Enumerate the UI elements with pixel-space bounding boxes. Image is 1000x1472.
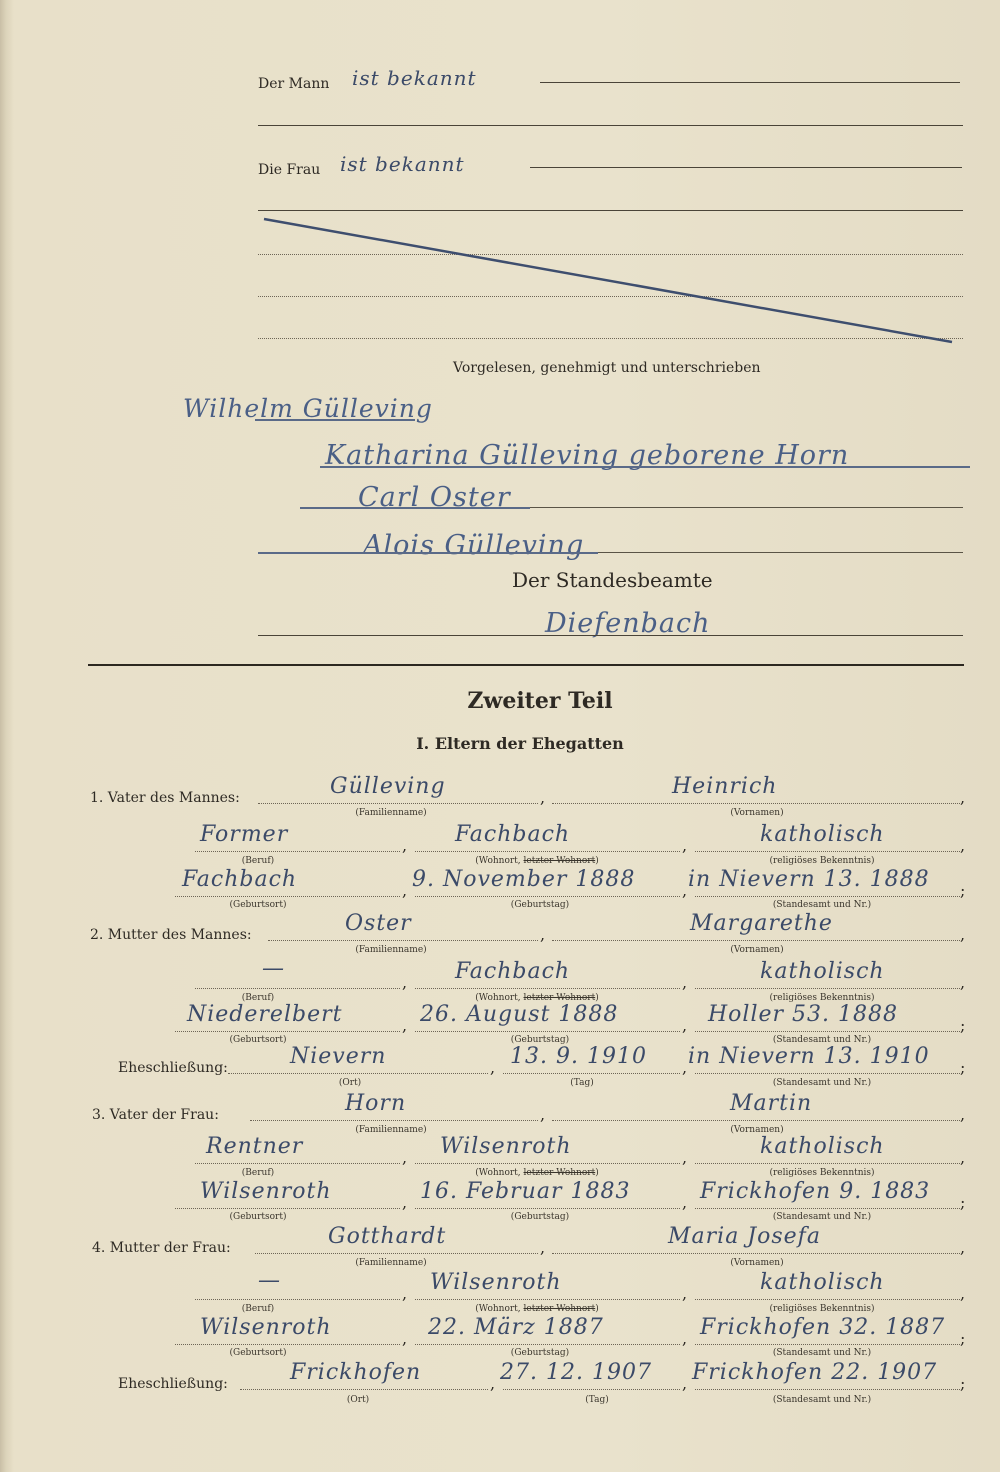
p2-geburtstag: 26. August 1888 (420, 1002, 619, 1027)
dotted-line (695, 1208, 960, 1209)
comma: , (682, 1148, 688, 1167)
dotted-line (175, 1344, 400, 1345)
caption-geburtstag: (Geburtstag) (510, 1212, 570, 1222)
dotted-line (250, 1120, 538, 1121)
comma: , (960, 836, 966, 855)
standesbeamte-label: Der Standesbeamte (512, 568, 713, 592)
comma: , (402, 881, 408, 900)
frau-value: ist bekannt (340, 152, 465, 176)
comma: , (490, 1374, 496, 1393)
comma: , (960, 925, 966, 944)
m2-standesamt: Frickhofen 22. 1907 (692, 1360, 938, 1385)
p4-religion: katholisch (760, 1270, 885, 1295)
comma: , (402, 973, 408, 992)
semicolon: ; (960, 1193, 966, 1212)
dotted-line (255, 1253, 538, 1254)
comma: , (682, 973, 688, 992)
dotted-line (415, 1344, 680, 1345)
frau-label: Die Frau (258, 162, 321, 178)
semicolon: ; (960, 881, 966, 900)
dotted-line (552, 940, 960, 941)
comma: , (402, 1193, 408, 1212)
comma: , (402, 1148, 408, 1167)
p1-vornamen: Heinrich (672, 774, 778, 799)
caption-wohnort: (Wohnort, letzter Wohnort) (475, 993, 599, 1003)
signature-2: Katharina Gülleving geborene Horn (325, 440, 850, 471)
caption-geburtstag: (Geburtstag) (510, 900, 570, 910)
caption-beruf: (Beruf) (241, 993, 275, 1003)
m2-ort: Frickhofen (290, 1360, 422, 1385)
caption-familienname: (Familienname) (355, 945, 427, 955)
dotted-line (415, 851, 680, 852)
m1-ort: Nievern (290, 1044, 387, 1069)
p3-wohnort: Wilsenroth (440, 1134, 572, 1159)
comma: , (402, 836, 408, 855)
dotted-line (552, 1120, 960, 1121)
p4-wohnort: Wilsenroth (430, 1270, 562, 1295)
signature-line (258, 552, 598, 554)
comma: , (960, 1284, 966, 1303)
caption-familienname: (Familienname) (355, 1125, 427, 1135)
standesbeamte-signature: Diefenbach (545, 608, 711, 639)
signature-3: Carl Oster (358, 482, 511, 513)
dotted-line (695, 1299, 960, 1300)
m1-tag: 13. 9. 1910 (510, 1044, 647, 1069)
dotted-line (195, 988, 400, 989)
dotted-line (695, 896, 960, 897)
signature-1: Wilhelm Gülleving (183, 394, 433, 423)
p2-familienname: Oster (345, 911, 412, 936)
caption-standesamt: (Standesamt und Nr.) (772, 1212, 872, 1222)
dotted-line (195, 851, 400, 852)
comma: , (960, 788, 966, 807)
caption-ort: (Ort) (338, 1078, 362, 1088)
mann-value: ist bekannt (352, 66, 477, 90)
p4-familienname: Gotthardt (328, 1224, 447, 1249)
comma: , (682, 881, 688, 900)
rule (530, 167, 962, 168)
comma: , (402, 1016, 408, 1035)
dotted-line (552, 803, 960, 804)
caption-religion: (religiöses Bekenntnis) (769, 1304, 875, 1314)
caption-religion: (religiöses Bekenntnis) (769, 993, 875, 1003)
dotted-line (228, 1073, 488, 1074)
comma: , (540, 1238, 546, 1257)
entry-label-2: 2. Mutter des Mannes: (90, 927, 252, 943)
dotted-line (695, 1389, 960, 1390)
p4-beruf: — (258, 1268, 281, 1293)
dotted-line (695, 1031, 960, 1032)
caption-familienname: (Familienname) (355, 808, 427, 818)
caption-beruf: (Beruf) (241, 856, 275, 866)
p3-geburtsort: Wilsenroth (200, 1179, 332, 1204)
p1-wohnort: Fachbach (455, 822, 571, 847)
caption-geburtstag: (Geburtstag) (510, 1035, 570, 1045)
p4-standesamt: Frickhofen 32. 1887 (700, 1315, 946, 1340)
dotted-line (503, 1389, 680, 1390)
semicolon: ; (960, 1058, 966, 1077)
p3-familienname: Horn (345, 1091, 407, 1116)
caption-familienname: (Familienname) (355, 1258, 427, 1268)
p3-standesamt: Frickhofen 9. 1883 (700, 1179, 931, 1204)
caption-beruf: (Beruf) (241, 1304, 275, 1314)
caption-geburtsort: (Geburtsort) (229, 1035, 287, 1045)
caption-standesamt: (Standesamt und Nr.) (772, 1348, 872, 1358)
caption-standesamt: (Standesamt und Nr.) (772, 1035, 872, 1045)
strike-line (260, 215, 960, 350)
rule (540, 82, 960, 83)
comma: , (960, 973, 966, 992)
dotted-line (195, 1163, 400, 1164)
rule (258, 635, 963, 636)
rule (598, 552, 963, 553)
rule (258, 125, 963, 126)
dotted-line (175, 896, 400, 897)
dotted-line (175, 1208, 400, 1209)
rule (258, 210, 963, 211)
p1-geburtsort: Fachbach (182, 867, 298, 892)
comma: , (682, 1329, 688, 1348)
entry-label-4: 4. Mutter der Frau: (92, 1240, 231, 1256)
p3-beruf: Rentner (206, 1134, 304, 1159)
comma: , (960, 1148, 966, 1167)
caption-standesamt: (Standesamt und Nr.) (772, 1395, 872, 1405)
comma: , (682, 1193, 688, 1212)
dotted-line (695, 1073, 960, 1074)
caption-vornamen: (Vornamen) (730, 808, 784, 818)
p1-religion: katholisch (760, 822, 885, 847)
comma: , (682, 1374, 688, 1393)
caption-vornamen: (Vornamen) (730, 945, 784, 955)
p2-wohnort: Fachbach (455, 959, 571, 984)
section-title: Zweiter Teil (467, 688, 613, 714)
caption-geburtsort: (Geburtsort) (229, 900, 287, 910)
marriage-label-2: Eheschließung: (118, 1376, 228, 1392)
mann-label: Der Mann (258, 76, 330, 92)
comma: , (960, 1105, 966, 1124)
vorgelesen-text: Vorgelesen, genehmigt und unterschrieben (453, 360, 761, 376)
m1-standesamt: in Nievern 13. 1910 (688, 1044, 930, 1069)
dotted-line (195, 1299, 400, 1300)
comma: , (490, 1058, 496, 1077)
comma: , (682, 1016, 688, 1035)
p2-standesamt: Holler 53. 1888 (708, 1002, 899, 1027)
rule (530, 507, 963, 508)
dotted-line (695, 851, 960, 852)
entry-label-3: 3. Vater der Frau: (92, 1107, 219, 1123)
section-subtitle: I. Eltern der Ehegatten (416, 734, 624, 753)
signature-4: Alois Gülleving (363, 530, 585, 561)
m2-tag: 27. 12. 1907 (500, 1360, 652, 1385)
caption-standesamt: (Standesamt und Nr.) (772, 1078, 872, 1088)
caption-religion: (religiöses Bekenntnis) (769, 1168, 875, 1178)
dotted-line (695, 1344, 960, 1345)
p4-vornamen: Maria Josefa (668, 1224, 821, 1249)
comma: , (402, 1329, 408, 1348)
comma: , (540, 1105, 546, 1124)
p3-geburtstag: 16. Februar 1883 (420, 1179, 631, 1204)
signature-line (320, 466, 970, 468)
caption-standesamt: (Standesamt und Nr.) (772, 900, 872, 910)
dotted-line (415, 1031, 680, 1032)
dotted-line (415, 896, 680, 897)
caption-ort: (Ort) (346, 1395, 370, 1405)
comma: , (540, 925, 546, 944)
caption-wohnort: (Wohnort, letzter Wohnort) (475, 1304, 599, 1314)
dotted-line (695, 988, 960, 989)
caption-vornamen: (Vornamen) (730, 1125, 784, 1135)
caption-religion: (religiöses Bekenntnis) (769, 856, 875, 866)
comma: , (540, 788, 546, 807)
semicolon: ; (960, 1374, 966, 1393)
p3-vornamen: Martin (730, 1091, 813, 1116)
caption-vornamen: (Vornamen) (730, 1258, 784, 1268)
signature-line (255, 419, 415, 421)
caption-geburtsort: (Geburtsort) (229, 1348, 287, 1358)
dotted-line (415, 1163, 680, 1164)
p4-geburtstag: 22. März 1887 (428, 1315, 604, 1340)
semicolon: ; (960, 1016, 966, 1035)
caption-geburtstag: (Geburtstag) (510, 1348, 570, 1358)
p1-familienname: Gülleving (330, 774, 446, 799)
dotted-line (240, 1389, 488, 1390)
comma: , (682, 836, 688, 855)
p2-geburtsort: Niederelbert (187, 1002, 343, 1027)
dotted-line (175, 1031, 400, 1032)
section-divider (88, 664, 964, 666)
p1-standesamt: in Nievern 13. 1888 (688, 867, 930, 892)
comma: , (682, 1058, 688, 1077)
caption-beruf: (Beruf) (241, 1168, 275, 1178)
dotted-line (415, 988, 680, 989)
comma: , (960, 1238, 966, 1257)
p2-religion: katholisch (760, 959, 885, 984)
caption-tag: (Tag) (570, 1078, 594, 1088)
caption-geburtsort: (Geburtsort) (229, 1212, 287, 1222)
dotted-line (695, 1163, 960, 1164)
caption-tag: (Tag) (585, 1395, 609, 1405)
dotted-line (268, 940, 538, 941)
semicolon: ; (960, 1329, 966, 1348)
comma: , (402, 1284, 408, 1303)
caption-wohnort: (Wohnort, letzter Wohnort) (475, 1168, 599, 1178)
p4-geburtsort: Wilsenroth (200, 1315, 332, 1340)
dotted-line (415, 1208, 680, 1209)
dotted-line (258, 803, 538, 804)
caption-wohnort: (Wohnort, letzter Wohnort) (475, 856, 599, 866)
p2-vornamen: Margarethe (690, 911, 833, 936)
signature-line (300, 507, 530, 509)
comma: , (682, 1284, 688, 1303)
dotted-line (503, 1073, 680, 1074)
marriage-label-1: Eheschließung: (118, 1060, 228, 1076)
p1-geburtstag: 9. November 1888 (412, 867, 636, 892)
dotted-line (415, 1299, 680, 1300)
entry-label-1: 1. Vater des Mannes: (90, 790, 240, 806)
p1-beruf: Former (200, 822, 289, 847)
p2-beruf: — (262, 956, 285, 981)
p3-religion: katholisch (760, 1134, 885, 1159)
dotted-line (552, 1253, 960, 1254)
